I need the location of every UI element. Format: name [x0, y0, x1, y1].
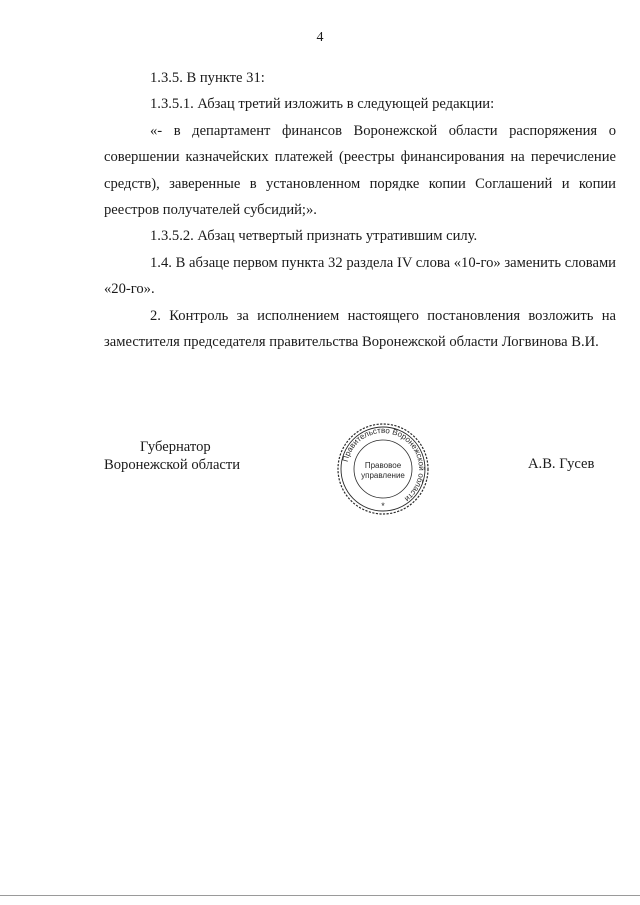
page-bottom-rule [0, 895, 640, 896]
stamp-outer-text: Правительство Воронежской области [340, 425, 427, 504]
page-number: 4 [316, 30, 324, 45]
stamp-graphic [336, 422, 430, 516]
official-stamp [336, 422, 430, 516]
stamp-star: * [381, 501, 385, 511]
paragraph-1-3-5-2: 1.3.5.2. Абзац четвертый признать утратившим силу. [150, 228, 478, 245]
signatory-name: А.В. Гусев [528, 456, 595, 472]
signatory-title [104, 438, 264, 474]
signatory-title-line2: Воронежской области [104, 457, 241, 473]
paragraph-1-3-5: 1.3.5. В пункте 31: [150, 70, 265, 86]
document-body [104, 65, 616, 355]
paragraph-2: 2. Контроль за исполнением настоящего постановления возложить на заместителя председателя правительства Воронежской области Логвинова В.И. [104, 307, 616, 351]
paragraph-quoted-text: «- в департамент финансов Воронежской области распоряжения о совершении казначейских платежей (реестры финансирования на перечисление средств), заверенные в установленном порядке копии Соглашений и копии реестров получателей субсидий;». [104, 122, 616, 219]
stamp-inner-line1: Правовое [364, 461, 402, 470]
paragraph-1-4: 1.4. В абзаце первом пункта 32 раздела IV слова «10-го» заменить словами «20-го». [104, 254, 616, 298]
stamp-inner-line2: управление [361, 471, 405, 480]
signatory-title-line1: Губернатор [140, 439, 211, 455]
paragraph-1-3-5-1: 1.3.5.1. Абзац третий изложить в следующей редакции: [150, 96, 495, 113]
